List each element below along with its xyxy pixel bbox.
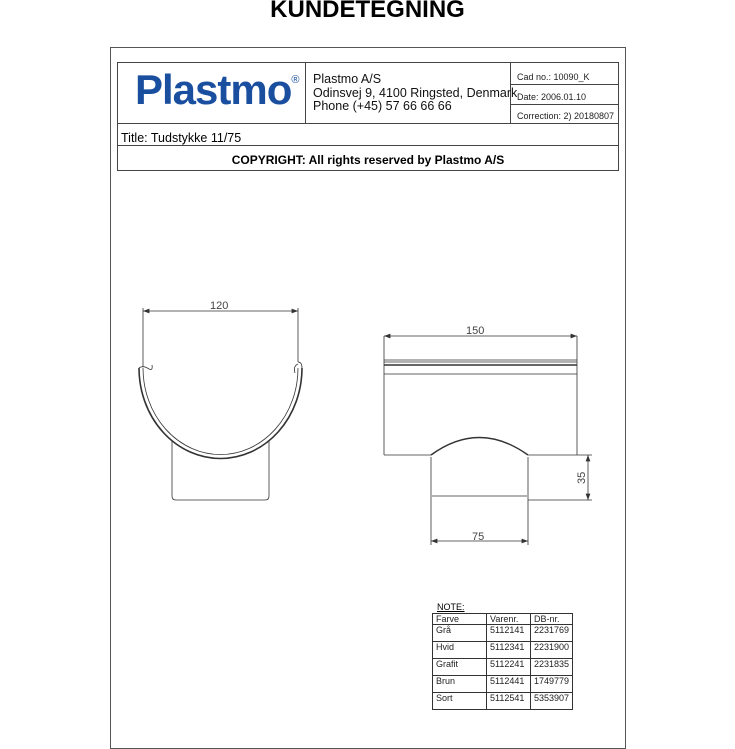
- cell: Hvid: [433, 642, 487, 659]
- gutter-profile: [139, 368, 302, 459]
- cell: Brun: [433, 676, 487, 693]
- table-header: [433, 614, 573, 625]
- copyright: COPYRIGHT: All rights reserved by Plastmo A/S: [231, 153, 505, 167]
- table-row: [433, 676, 573, 693]
- column-header: Farve: [433, 614, 487, 625]
- cell: 5112141: [487, 625, 531, 642]
- company-address: Odinsvej 9, 4100 Ringsted, Denmark: [313, 86, 518, 100]
- table-row: [433, 625, 573, 642]
- cell: 2231769: [531, 625, 573, 642]
- front-view: [139, 308, 302, 500]
- plastmo-logo: Plastmo®: [135, 66, 299, 113]
- document-title: KUNDETEGNING: [270, 0, 465, 23]
- dimension-label-75: 75: [472, 531, 485, 543]
- correction: Correction: 2) 20180807: [517, 111, 615, 121]
- cell: 5353907: [531, 693, 573, 710]
- cell: 1749779: [531, 676, 573, 693]
- side-view: [384, 336, 592, 545]
- dimension-label-120: 120: [210, 300, 229, 312]
- drawing-date: Date: 2006.01.10: [517, 92, 587, 102]
- logo-text: Plastmo: [135, 66, 292, 113]
- cell: 5112441: [487, 676, 531, 693]
- dimension-label-150: 150: [466, 325, 485, 337]
- cell: 5112241: [487, 659, 531, 676]
- outlet: [172, 496, 269, 500]
- cad-number: Cad no.: 10090_K: [517, 72, 590, 82]
- cell: 2231900: [531, 642, 573, 659]
- table-row: [433, 693, 573, 710]
- outlet-saddle: [431, 438, 528, 456]
- company-phone: Phone (+45) 57 66 66 66: [313, 99, 452, 113]
- cell: Grafit: [433, 659, 487, 676]
- drawing-title: Title: Tudstykke 11/75: [121, 131, 242, 145]
- company-name: Plastmo A/S: [313, 72, 382, 86]
- cell: Grå: [433, 625, 487, 642]
- cell: 2231835: [531, 659, 573, 676]
- table-row: [433, 659, 573, 676]
- cell: 5112541: [487, 693, 531, 710]
- column-header: Varenr.: [487, 614, 531, 625]
- cell: Sort: [433, 693, 487, 710]
- column-header: DB-nr.: [531, 614, 573, 625]
- color-table: [432, 613, 573, 710]
- table-row: [433, 642, 573, 659]
- dimension-label-35: 35: [576, 471, 588, 484]
- note-label: NOTE:: [437, 602, 465, 612]
- cell: 5112341: [487, 642, 531, 659]
